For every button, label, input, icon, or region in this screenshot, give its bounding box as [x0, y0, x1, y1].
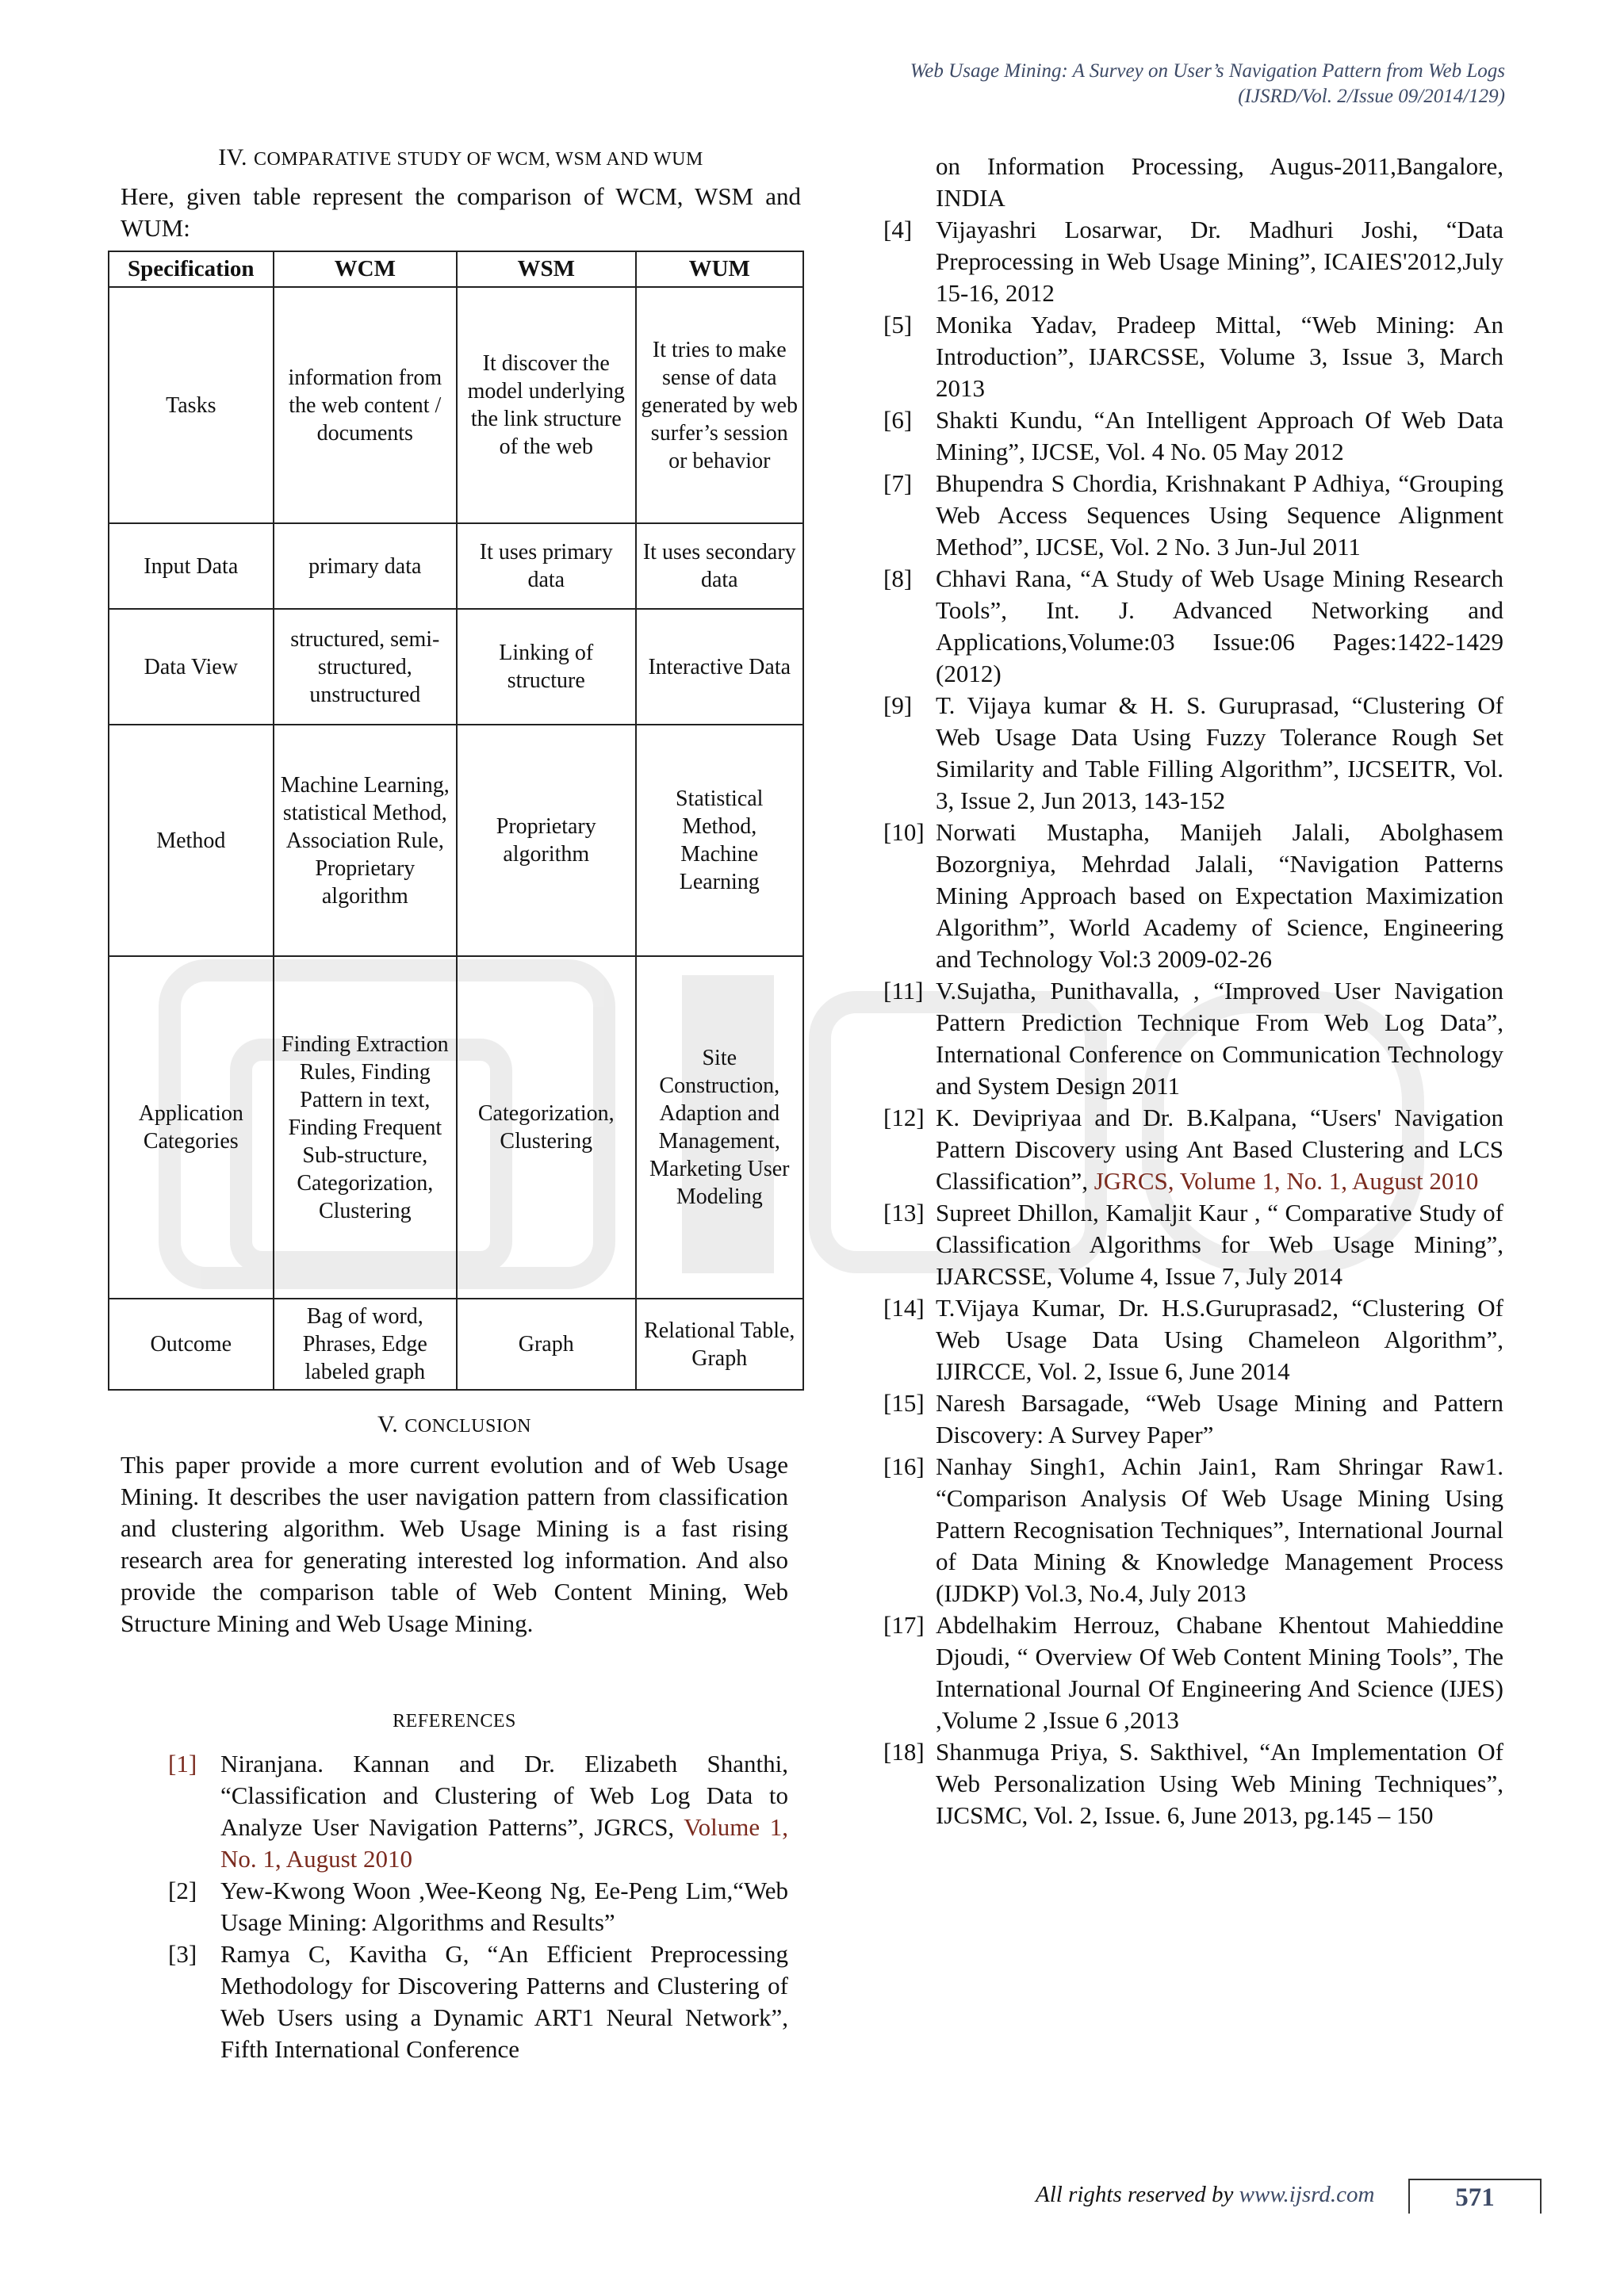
reference-number: [1] — [168, 1750, 197, 1777]
reference-text: Bhupendra S Chordia, Krishnakant P Adhiya, “Grouping Web Access Sequences Using Sequence Alignment Method”, IJCSE, Vol. 2 No. 3 Jun-Jul 2011 — [936, 469, 1503, 561]
section-5 — [121, 1411, 788, 1640]
reference-number: [8] — [883, 564, 913, 592]
references-heading: REFERENCES — [393, 1711, 516, 1732]
reference-number: [10] — [883, 818, 925, 846]
reference-number: [5] — [883, 311, 913, 339]
reference-item — [883, 1609, 1503, 1736]
table-cell: Categorization, Clustering — [457, 956, 636, 1299]
table-cell: Relational Table, Graph — [636, 1299, 803, 1390]
section-5-heading — [121, 1411, 788, 1438]
table-row — [109, 523, 803, 609]
table-header-cell: WCM — [274, 251, 457, 287]
table-cell-label: Input Data — [109, 523, 274, 609]
table-cell: It tries to make sense of data generated by web surfer’s session or behavior — [636, 287, 803, 523]
reference-text: Chhavi Rana, “A Study of Web Usage Mining Research Tools”, Int. J. Advanced Networking and Applications,Volume:03 Issue:06 Pages:1422-1429 (2012) — [936, 564, 1503, 687]
reference-link-text: JGRCS, Volume 1, No. 1, August 2010 — [1094, 1167, 1479, 1195]
table-cell: information from the web content / documents — [274, 287, 457, 523]
reference-text: V.Sujatha, Punithavalla, , “Improved User Navigation Pattern Prediction Technique From Web Log Data”, International Conference on Communication Technology and System Design 2011 — [936, 977, 1503, 1100]
reference-text: Vijayashri Losarwar, Dr. Madhuri Joshi, “Data Preprocessing in Web Usage Mining”, ICAIES'2012,July 15-16, 2012 — [936, 216, 1503, 307]
reference-link-text: Volume 1, No. 1, August 2010 — [220, 1813, 788, 1873]
table-cell-label: Data View — [109, 609, 274, 725]
table-cell: primary data — [274, 523, 457, 609]
reference-text: Naresh Barsagade, “Web Usage Mining and Pattern Discovery: A Survey Paper” — [936, 1389, 1503, 1448]
table-cell: Finding Extraction Rules, Finding Pattern in text, Finding Frequent Sub-structure, Categorization, Clustering — [274, 956, 457, 1299]
references-heading-wrap — [121, 1706, 788, 1733]
section-4 — [121, 144, 801, 244]
reference-text: Niranjana. Kannan and Dr. Elizabeth Shanthi, “Classification and Clustering of Web Log Data to Analyze User Navigation Patterns”, JGRCS, — [220, 1750, 788, 1841]
table-header-cell: WSM — [457, 251, 636, 287]
table-cell: Bag of word, Phrases, Edge labeled graph — [274, 1299, 457, 1390]
table-cell: structured, semi-structured, unstructured — [274, 609, 457, 725]
reference-item — [168, 1875, 788, 1938]
section-4-title: COMPARATIVE STUDY OF WCM, WSM AND WUM — [253, 149, 703, 170]
reference-item — [883, 563, 1503, 690]
table-header-cell: Specification — [109, 251, 274, 287]
reference-number: [9] — [883, 691, 913, 719]
header-issue: (IJSRD/Vol. 2/Issue 09/2014/129) — [1238, 86, 1505, 107]
reference-text: Abdelhakim Herrouz, Chabane Khentout Mahieddine Djoudi, “ Overview Of Web Content Mining Tools”, The International Journal Of Engineering And Science (IJES) ,Volume 2 ,Issue 6 ,2013 — [936, 1611, 1503, 1734]
reference-number: [13] — [883, 1199, 925, 1226]
section-4-intro: Here, given table represent the comparison of WCM, WSM and WUM: — [121, 182, 801, 242]
table-cell: Site Construction, Adaption and Management, Marketing User Modeling — [636, 956, 803, 1299]
reference-item — [883, 404, 1503, 468]
table-row — [109, 725, 803, 956]
reference-number: [11] — [883, 977, 924, 1004]
table-cell: Proprietary algorithm — [457, 725, 636, 956]
reference-item — [883, 1736, 1503, 1831]
reference-item — [883, 975, 1503, 1102]
reference-text: K. Devipriyaa and Dr. B.Kalpana, “Users' Navigation Pattern Discovery using Ant Based Clustering and LCS Classification”, — [936, 1104, 1503, 1195]
reference-item — [883, 1197, 1503, 1292]
table-cell-label: Application Categories — [109, 956, 274, 1299]
reference-text: Shanmuga Priya, S. Sakthivel, “An Implementation Of Web Personalization Using Web Mining Techniques”, IJCSMC, Vol. 2, Issue. 6, June 2013, pg.145 – 150 — [936, 1738, 1503, 1829]
table-cell: It uses secondary data — [636, 523, 803, 609]
reference-item — [883, 817, 1503, 975]
reference-number: [7] — [883, 469, 913, 497]
reference-item — [883, 1102, 1503, 1197]
footer-text: All rights reserved by — [1036, 2182, 1239, 2207]
reference-text: Ramya C, Kavitha G, “An Efficient Preprocessing Methodology for Discovering Patterns and Clustering of Web Users using a Dynamic ART1 Neural Network”, Fifth International Conference — [220, 1940, 788, 2063]
section-5-title: CONCLUSION — [404, 1416, 531, 1437]
reference-number: [4] — [883, 216, 913, 243]
reference-item — [883, 690, 1503, 817]
table-cell: Machine Learning, statistical Method, Association Rule, Proprietary algorithm — [274, 725, 457, 956]
reference-number: [15] — [883, 1389, 925, 1417]
table-row — [109, 1299, 803, 1390]
footer-url-link[interactable]: www.ijsrd.com — [1239, 2182, 1375, 2207]
reference-item — [168, 1748, 788, 1875]
table-cell-label: Outcome — [109, 1299, 274, 1390]
table-cell: Interactive Data — [636, 609, 803, 725]
reference-text: Norwati Mustapha, Manijeh Jalali, Abolghasem Bozorgniya, Mehrdad Jalali, “Navigation Patterns Mining Approach based on Expectation Maximization Algorithm”, World Academy of Science, Engineering and Technology Vol:3 2009-02-26 — [936, 818, 1503, 973]
table-row — [109, 287, 803, 523]
reference-item — [883, 309, 1503, 404]
reference-item — [883, 468, 1503, 563]
header-title: Web Usage Mining: A Survey on User’s Navigation Pattern from Web Logs — [910, 60, 1505, 82]
footer-copyright — [1036, 2182, 1374, 2208]
reference-text: Monika Yadav, Pradeep Mittal, “Web Mining: An Introduction”, IJARCSSE, Volume 3, Issue 3, March 2013 — [936, 311, 1503, 402]
table-cell: It discover the model underlying the link structure of the web — [457, 287, 636, 523]
running-header — [910, 59, 1505, 109]
reference-number: [17] — [883, 1611, 925, 1639]
table-header-row — [109, 251, 803, 287]
reference-text: Shakti Kundu, “An Intelligent Approach Of Web Data Mining”, IJCSE, Vol. 4 No. 05 May 2012 — [936, 406, 1503, 465]
reference-text: Nanhay Singh1, Achin Jain1, Ram Shringar Raw1. “Comparison Analysis Of Web Usage Mining Using Pattern Recognisation Techniques”, International Journal of Data Mining & Knowledge Management Process (IJDKP) Vol.3, No.4, July 2013 — [936, 1452, 1503, 1607]
reference-number: [3] — [168, 1940, 197, 1968]
reference-text: Supreet Dhillon, Kamaljit Kaur , “ Comparative Study of Classification Algorithms for Web Usage Mining”, IJARCSSE, Volume 4, Issue 7, July 2014 — [936, 1199, 1503, 1290]
reference-item — [883, 1387, 1503, 1451]
reference-number: [12] — [883, 1104, 925, 1131]
table-header-cell: WUM — [636, 251, 803, 287]
section-4-heading — [121, 144, 801, 171]
reference-item — [168, 1938, 788, 2065]
table-cell: Graph — [457, 1299, 636, 1390]
reference-number: [14] — [883, 1294, 925, 1322]
reference-text: T.Vijaya Kumar, Dr. H.S.Guruprasad2, “Clustering Of Web Usage Data Using Chameleon Algorithm”, IJIRCCE, Vol. 2, Issue 6, June 2014 — [936, 1294, 1503, 1385]
table-cell: Statistical Method, Machine Learning — [636, 725, 803, 956]
conclusion-body: This paper provide a more current evolution and of Web Usage Mining. It describes the user navigation pattern from classification and clustering algorithm. Web Usage Mining is a fast rising research area for generating interested log information. And also provide the comparison table of Web Content Mining, Web Structure Mining and Web Usage Mining. — [121, 1451, 788, 1637]
references-right — [883, 151, 1503, 1831]
table-cell: It uses primary data — [457, 523, 636, 609]
reference-continuation: on Information Processing, Augus-2011,Bangalore, INDIA — [936, 152, 1503, 212]
table-cell-label: Method — [109, 725, 274, 956]
table-cell: Linking of structure — [457, 609, 636, 725]
reference-number: [6] — [883, 406, 913, 434]
reference-item — [883, 214, 1503, 309]
reference-number: [2] — [168, 1877, 197, 1904]
page-number: 571 — [1408, 2179, 1542, 2214]
table-row — [109, 609, 803, 725]
table-cell-label: Tasks — [109, 287, 274, 523]
section-4-number: IV. — [218, 144, 247, 170]
reference-text: Yew-Kwong Woon ,Wee-Keong Ng, Ee-Peng Lim,“Web Usage Mining: Algorithms and Results” — [220, 1877, 788, 1936]
reference-item — [883, 1292, 1503, 1387]
table-row — [109, 956, 803, 1299]
references-left — [168, 1748, 788, 2065]
reference-item — [883, 1451, 1503, 1609]
section-5-number: V. — [377, 1411, 399, 1437]
reference-number: [18] — [883, 1738, 925, 1766]
comparison-table — [108, 251, 804, 1391]
reference-text: T. Vijaya kumar & H. S. Guruprasad, “Clustering Of Web Usage Data Using Fuzzy Tolerance Rough Set Similarity and Table Filling Algorithm”, IJCSEITR, Vol. 3, Issue 2, Jun 2013, 143-152 — [936, 691, 1503, 814]
reference-number: [16] — [883, 1452, 925, 1480]
